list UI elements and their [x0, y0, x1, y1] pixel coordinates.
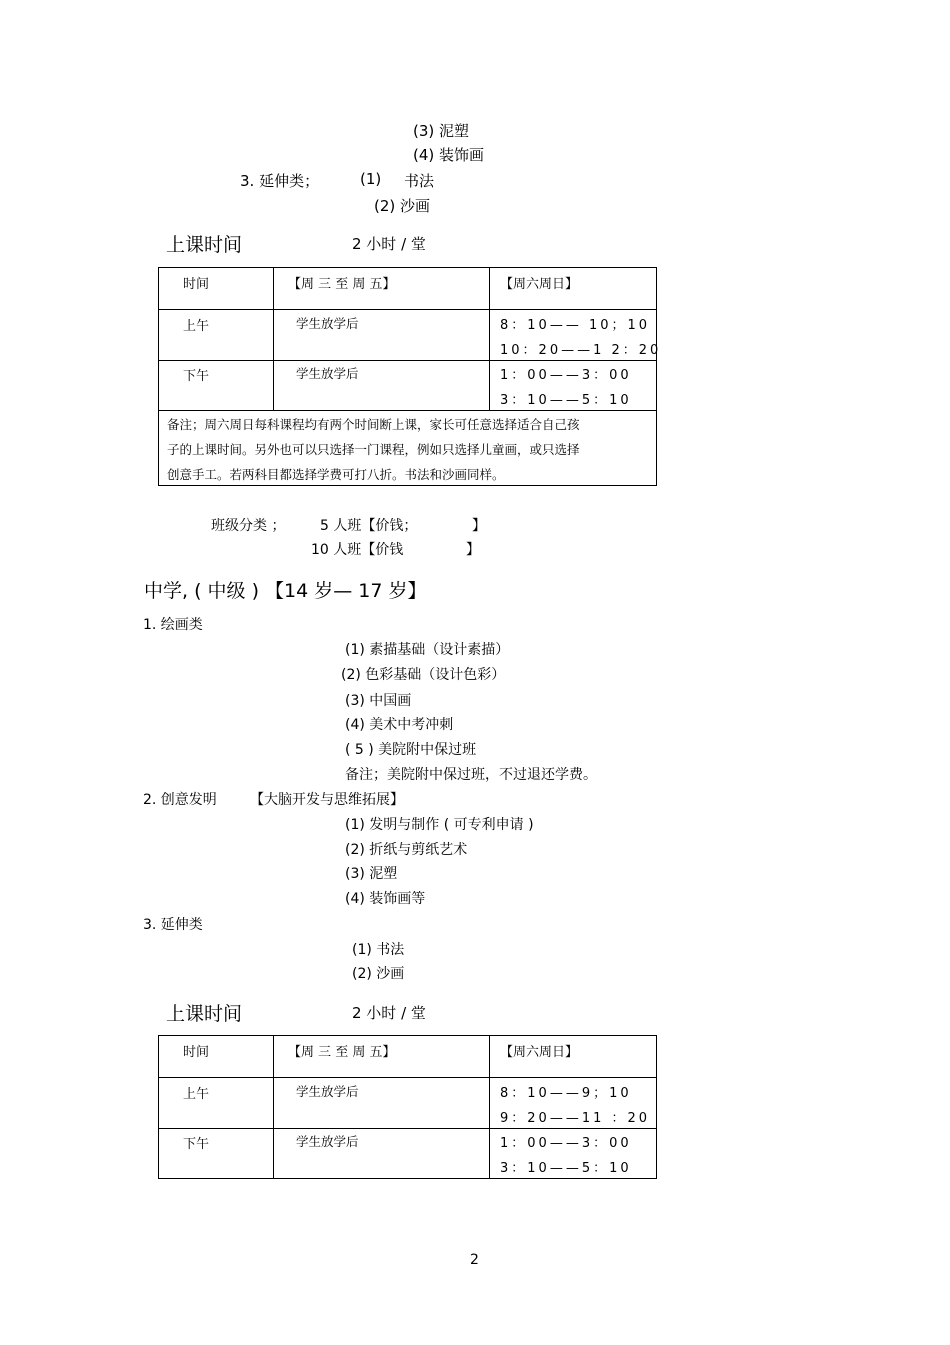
- class-type-ten: 10 人班【价钱: [311, 542, 404, 558]
- table-note-row: [159, 411, 657, 486]
- category-painting: 1. 绘画类: [143, 617, 203, 633]
- weekday-afternoon: 学生放学后: [296, 366, 359, 381]
- list-item-decorative-painting: (4) 装饰画: [413, 146, 485, 164]
- header-weekday: 【周 三 至 周 五】: [288, 1045, 396, 1060]
- list-item-clay: (3) 泥塑: [413, 122, 470, 140]
- weekend-afternoon-slot1: 1：00——3：00: [500, 1136, 632, 1151]
- list-item: ( 5 ) 美院附中保过班: [345, 742, 477, 758]
- list-item: (1) 书法: [352, 942, 405, 958]
- class-type-ten-end: 】: [466, 542, 480, 558]
- table-header-row: [159, 268, 657, 310]
- extension-item-sand-painting: (2) 沙画: [374, 197, 431, 215]
- row-label-afternoon: 下午: [183, 1137, 210, 1152]
- header-time: 时间: [183, 277, 210, 292]
- list-item: (3) 泥塑: [345, 866, 398, 882]
- weekday-morning: 学生放学后: [296, 1084, 359, 1099]
- schedule-table: [158, 267, 662, 486]
- weekend-morning-slot1: 8：10—— 10；10: [500, 318, 651, 333]
- schedule-table: [158, 1035, 657, 1179]
- schedule-duration: 2 小时 / 堂: [352, 235, 426, 253]
- class-type-five: 5 人班【价钱；: [320, 518, 418, 534]
- list-item: (1) 发明与制作 ( 可专利申请 ): [345, 817, 534, 833]
- weekend-morning-slot2: 10：20——1 2：20: [500, 343, 662, 358]
- extension-item-calligraphy: 书法: [404, 172, 435, 190]
- note-line-3: 创意手工。若两科目都选择学费可打八折。书法和沙画同样。: [167, 467, 505, 482]
- row-label-morning: 上午: [183, 1087, 210, 1102]
- category-creative-note: 【大脑开发与思维拓展】: [250, 792, 404, 808]
- weekend-afternoon-slot2: 3：10——5：10: [500, 1161, 632, 1176]
- table-row: [159, 1078, 657, 1129]
- header-weekend: 【周六周日】: [500, 277, 579, 292]
- table-row: [159, 310, 657, 361]
- extension-category-title: 3. 延伸类；: [240, 172, 320, 190]
- class-type-label: 班级分类 ；: [211, 518, 286, 534]
- list-item: (2) 折纸与剪纸艺术: [345, 842, 468, 858]
- weekend-morning-slot2: 9：20——11 ：20: [500, 1111, 651, 1126]
- schedule-heading: 上课时间: [166, 1003, 243, 1025]
- list-item: (2) 色彩基础（设计色彩）: [341, 667, 506, 683]
- list-item: (1) 素描基础（设计素描）: [345, 642, 510, 658]
- table-row: [159, 1129, 657, 1179]
- weekend-morning-slot1: 8：10——9；10: [500, 1086, 632, 1101]
- row-label-afternoon: 下午: [183, 369, 210, 384]
- weekend-afternoon-slot2: 3：10——5：10: [500, 393, 632, 408]
- header-weekend: 【周六周日】: [500, 1045, 579, 1060]
- list-item: (4) 美术中考冲刺: [345, 717, 454, 733]
- category-creative-invention: 2. 创意发明: [143, 792, 217, 808]
- weekend-afternoon-slot1: 1：00——3：00: [500, 368, 632, 383]
- weekday-morning: 学生放学后: [296, 316, 359, 331]
- note-line-2: 子的上课时间。另外也可以只选择一门课程，例如只选择儿童画，或只选择: [167, 442, 580, 457]
- list-item: (4) 装饰画等: [345, 891, 426, 907]
- header-time: 时间: [183, 1045, 210, 1060]
- header-weekday: 【周 三 至 周 五】: [288, 277, 396, 292]
- schedule-duration: 2 小时 / 堂: [352, 1004, 426, 1022]
- row-label-morning: 上午: [183, 319, 210, 334]
- list-item-note: 备注；美院附中保过班，不过退还学费。: [345, 767, 597, 783]
- weekday-afternoon: 学生放学后: [296, 1134, 359, 1149]
- table-header-row: [159, 1036, 657, 1078]
- extension-item-number: (1): [360, 170, 382, 188]
- list-item: (2) 沙画: [352, 966, 405, 982]
- note-line-1: 备注；周六周日每科课程均有两个时间断上课，家长可任意选择适合自己孩: [167, 417, 580, 432]
- class-type-five-end: 】: [472, 518, 486, 534]
- table-row: [159, 361, 657, 411]
- page-number: 2: [470, 1252, 479, 1268]
- category-extension: 3. 延伸类: [143, 917, 203, 933]
- section-title-middle-school: 中学, ( 中级 ) 【14 岁— 17 岁】: [144, 580, 427, 602]
- list-item: (3) 中国画: [345, 693, 412, 709]
- schedule-heading: 上课时间: [166, 234, 243, 256]
